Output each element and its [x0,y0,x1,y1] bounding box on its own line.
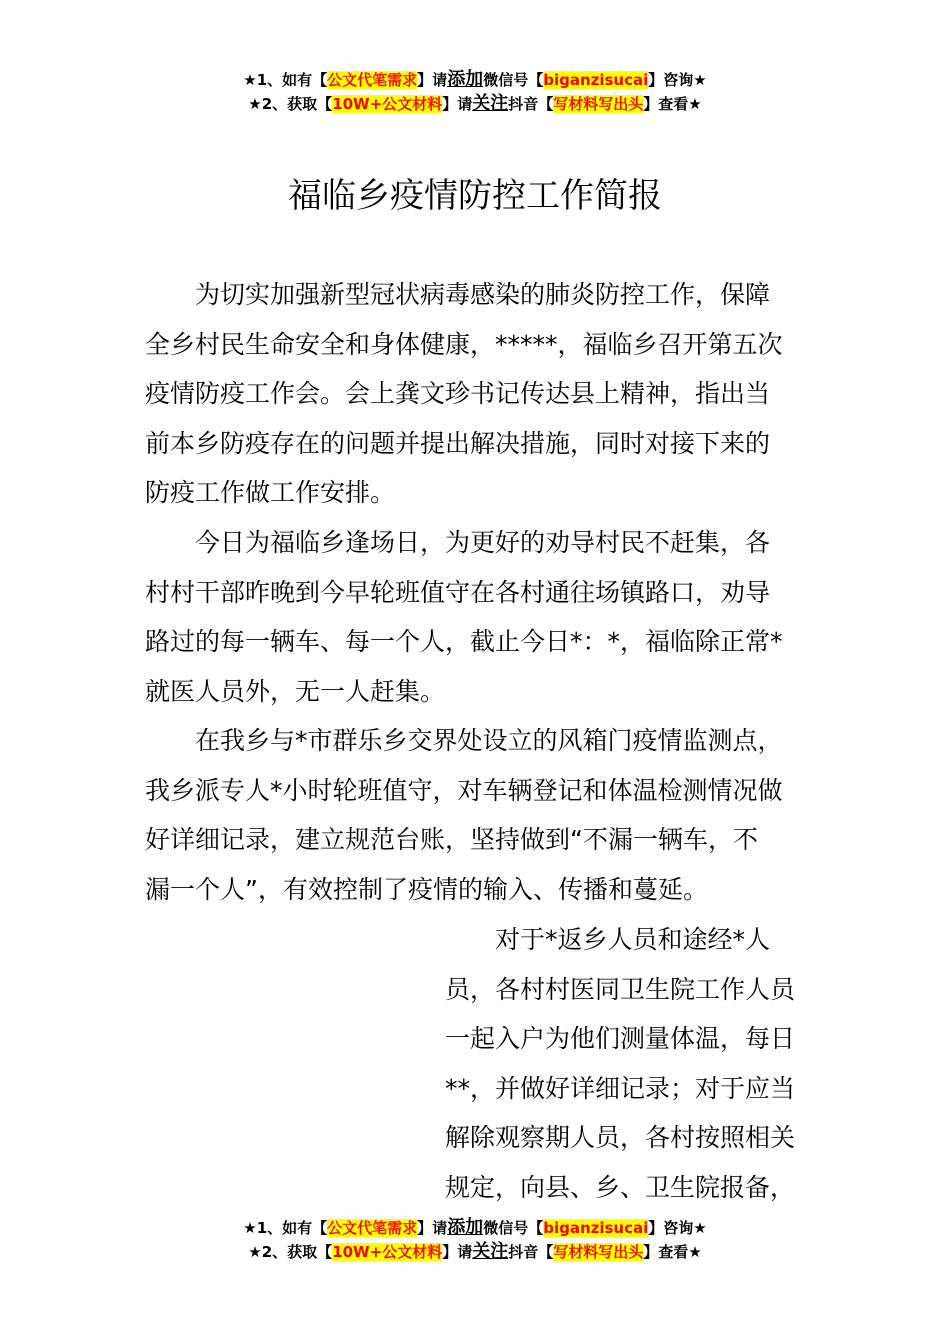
paragraph-2 [145,518,807,716]
banner-text: 抖音【 [508,95,554,113]
banner-text: 】请 [442,1243,473,1261]
paragraph-1 [145,270,807,518]
paragraph-line: 我乡派专人*小时轮班值守，对车辆登记和体温检测情况做 [145,775,783,805]
bottom-banner [0,1216,950,1264]
banner-line-2 [0,92,950,116]
banner-highlight: 公文代笔需求 [327,71,418,89]
paragraph-line: 今日为福临乡逢场日，为更好的劝导村民不赶集，各 [195,528,771,557]
banner-highlight-wechat: biganzisucai [543,71,649,89]
banner-underlined: 添加 [447,1217,484,1238]
paragraph-line: **，并做好详细记录；对于应当 [445,1073,796,1103]
banner-highlight: 公文代笔需求 [327,1219,418,1237]
paragraph-line: 为切实加强新型冠状病毒感染的肺炎防控工作，保障 [195,280,771,309]
banner-underlined: 关注 [472,93,509,114]
banner-text: 】请 [417,1219,448,1237]
banner-text: ★2、获取【 [248,95,333,113]
paragraph-line: 在我乡与*市群乐乡交界处设立的风箱门疫情监测点， [195,726,783,755]
banner-text: 】请 [417,71,448,89]
banner-underlined: 关注 [472,1241,509,1262]
paragraph-line: 疫情防疫工作会。会上龚文珍书记传达县上精神，指出当 [145,379,771,408]
banner-highlight-douyin: 写材料写出头 [553,95,644,113]
paragraph-line: 一起入户为他们测量体温，每日 [445,1024,796,1053]
banner-text: 抖音【 [508,1243,554,1261]
banner-underlined: 添加 [447,69,484,90]
banner-text: ★1、如有【 [243,71,328,89]
paragraph-line: 路过的每一辆车、每一个人，截止今日*：*，福临除正常* [145,627,783,656]
banner-text: 】请 [442,95,473,113]
paragraph-3 [145,716,807,914]
banner-highlight: 10W+公文材料 [332,1243,443,1261]
banner-line-1 [0,68,950,92]
banner-text: ★1、如有【 [243,1219,328,1237]
banner-text: 】查看★ [643,1243,702,1261]
top-banner [0,68,950,116]
banner-highlight: 10W+公文材料 [332,95,443,113]
paragraph-line: 对于*返乡人员和途经*人 [495,925,771,954]
banner-highlight-wechat: biganzisucai [543,1219,649,1237]
banner-text: ★2、获取【 [248,1243,333,1261]
paragraph-line: 村村干部昨晚到今早轮班值守在各村通往场镇路口，劝导 [145,577,771,607]
paragraph-line: 防疫工作做工作安排。 [145,478,396,507]
banner-text: 】查看★ [643,95,702,113]
paragraph-line: 员，各村村医同卫生院工作人员 [445,974,796,1004]
paragraph-line: 规定，向县、乡、卫生院报备， [445,1172,796,1202]
paragraph-line: 漏一个人”，有效控制了疫情的输入、传播和蔓延。 [145,874,708,904]
paragraph-line: 前本乡防疫存在的问题并提出解决措施，同时对接下来的 [145,428,771,458]
document-title: 福临乡疫情防控工作简报 [288,176,662,216]
paragraph-4 [445,915,807,1212]
banner-text: 微信号【 [483,71,544,89]
banner-highlight-douyin: 写材料写出头 [553,1243,644,1261]
paragraph-line: 就医人员外，无一人赶集。 [145,676,446,706]
paragraph-line: 全乡村民生命安全和身体健康，*****，福临乡召开第五次 [145,329,783,359]
banner-text: 】咨询★ [648,1219,707,1237]
banner-line-2 [0,1240,950,1264]
banner-text: 】咨询★ [648,71,707,89]
banner-text: 微信号【 [483,1219,544,1237]
paragraph-line: 解除观察期人员，各村按照相关 [445,1123,796,1152]
paragraph-line: 好详细记录，建立规范台账，坚持做到“不漏一辆车，不 [145,825,758,854]
banner-line-1 [0,1216,950,1240]
